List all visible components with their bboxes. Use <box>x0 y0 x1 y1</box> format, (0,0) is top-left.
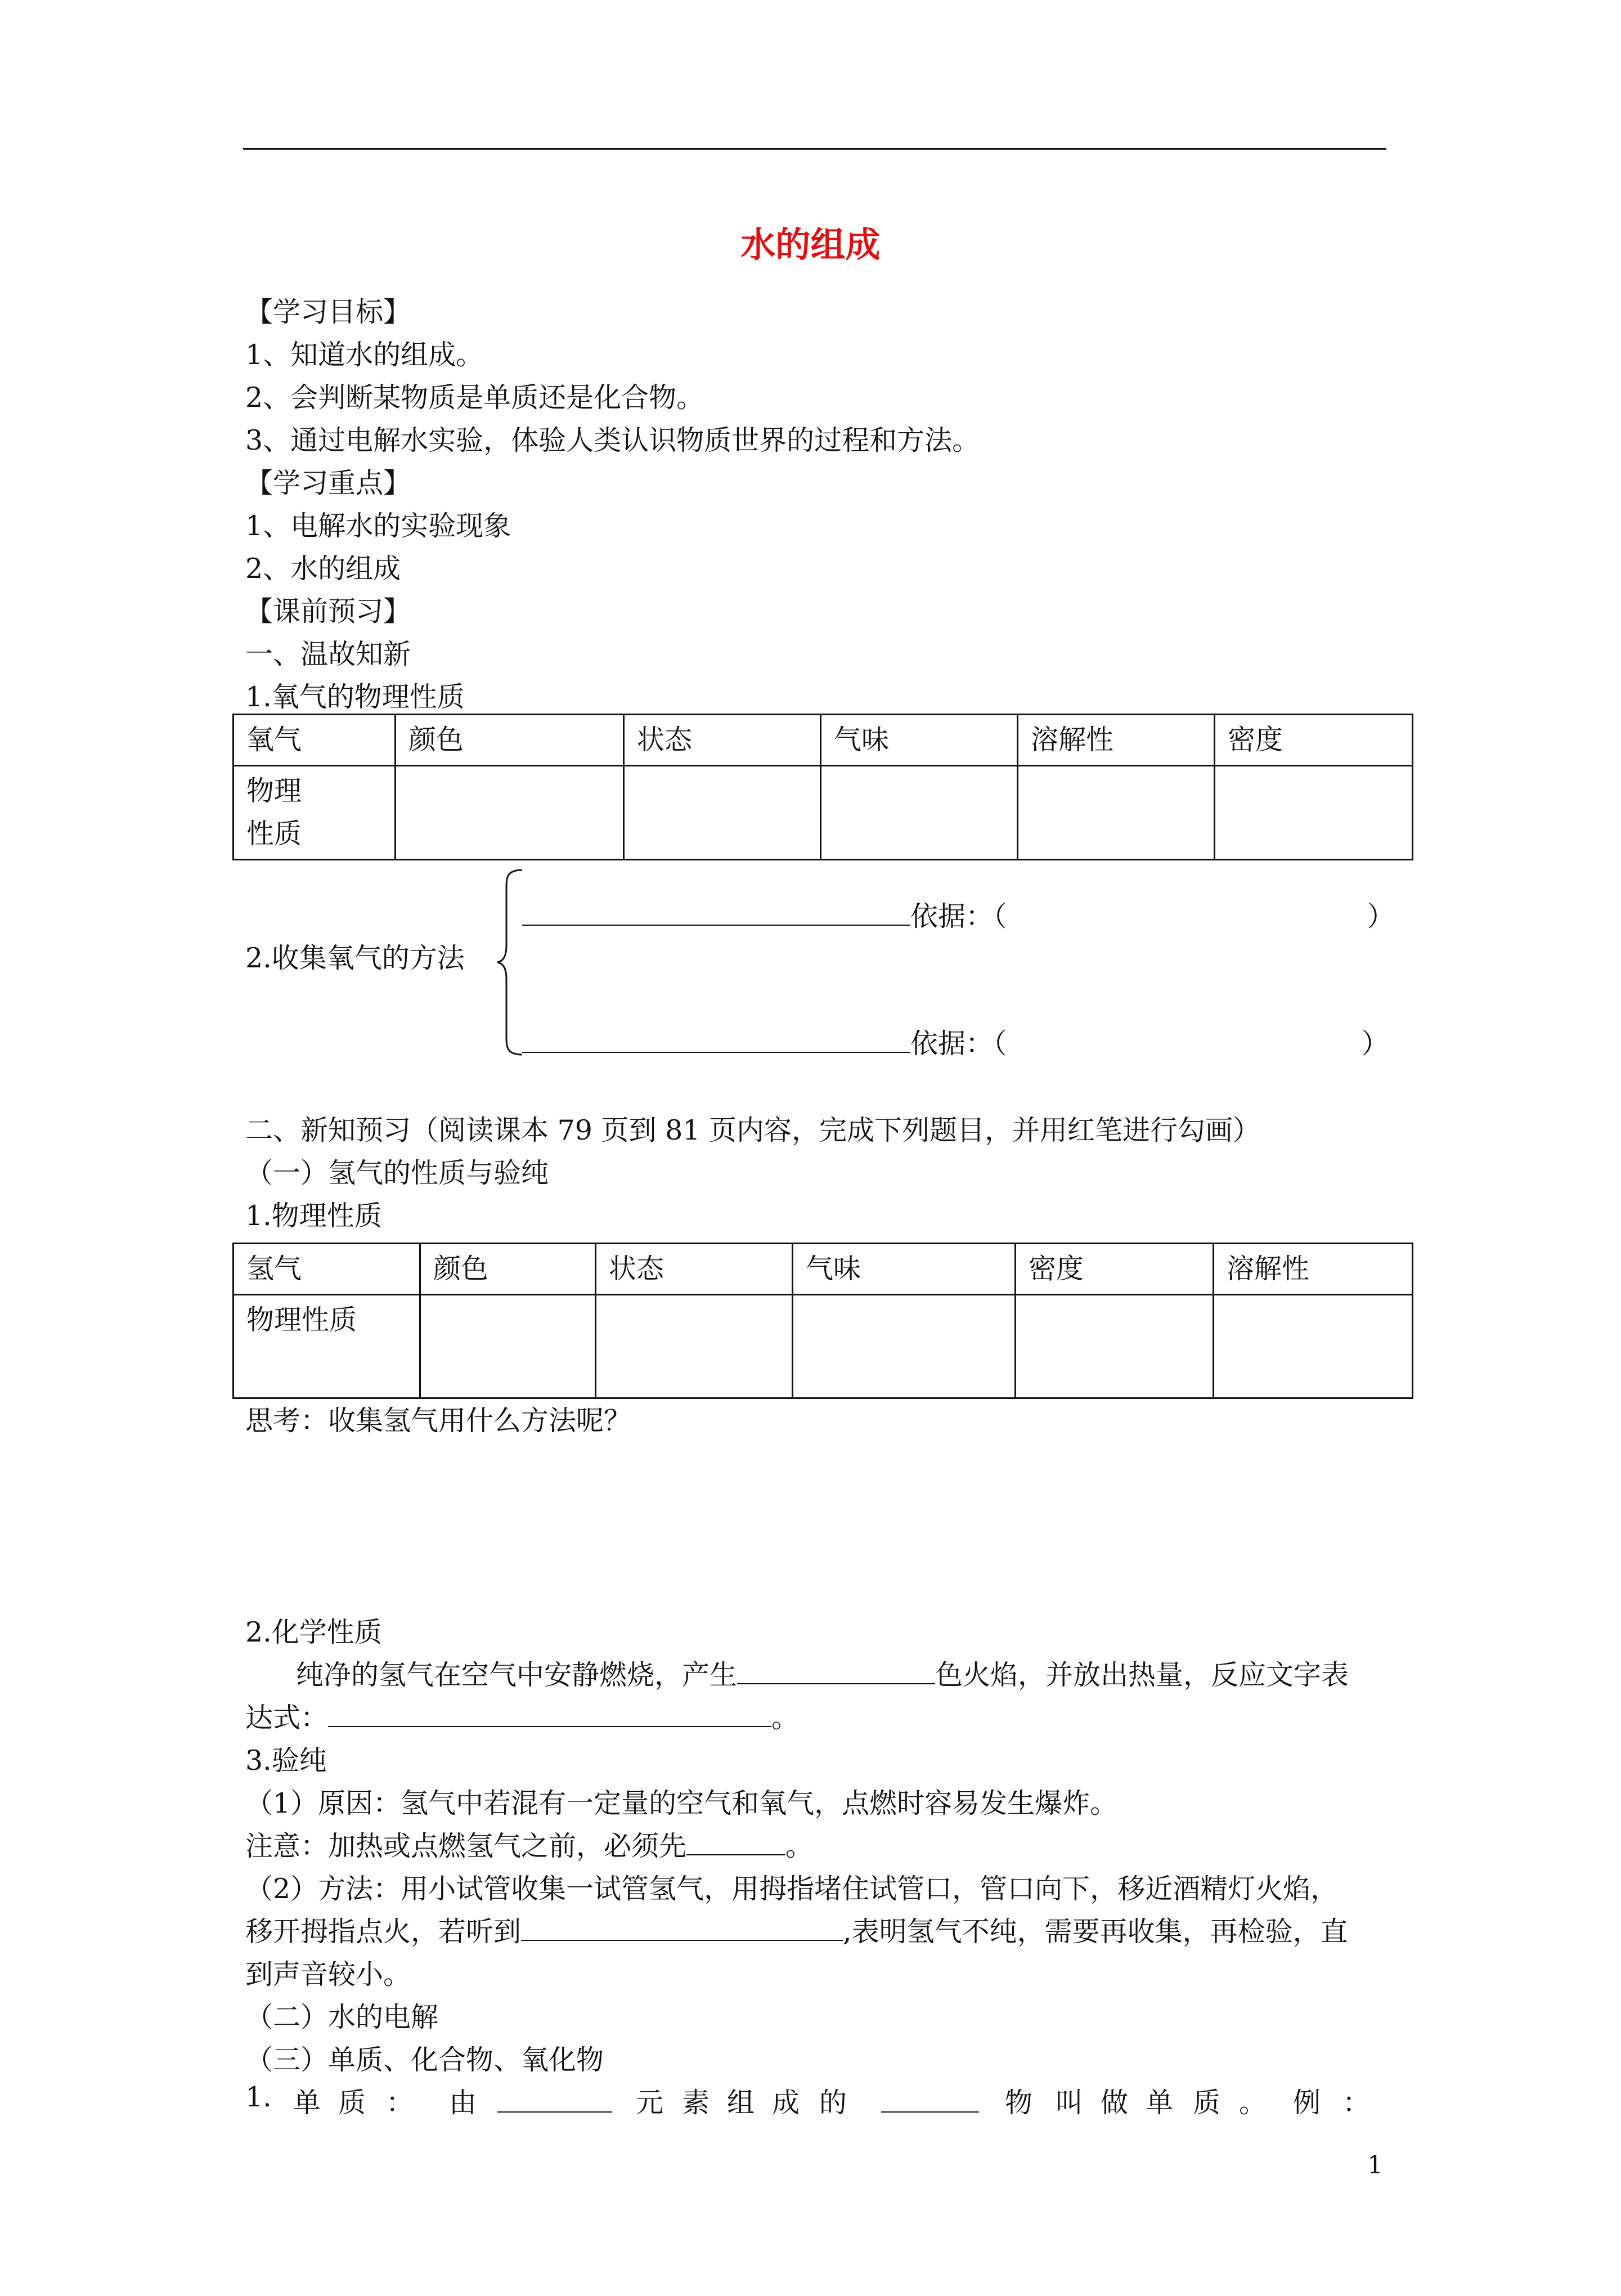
answer-blank[interactable] <box>497 2084 612 2113</box>
purity-reason: （1）原因：氢气中若混有一定量的空气和氧气，点燃时容易发生爆炸。 <box>245 1787 1118 1819</box>
answer-blank[interactable] <box>328 1699 771 1727</box>
answer-cell[interactable] <box>1215 766 1413 860</box>
table-header-cell: 颜色 <box>420 1244 596 1295</box>
oxygen-properties-title: 1.氧气的物理性质 <box>245 681 465 713</box>
header-rule <box>243 148 1386 150</box>
collect-method-row-2: 依据：（ ） <box>522 1022 1389 1061</box>
method-line-3: 到声音较小。 <box>245 1958 411 1990</box>
answer-cell[interactable] <box>420 1295 596 1398</box>
table-row-label: 物理性质 <box>234 1295 420 1398</box>
focus-item-1: 1、电解水的实验现象 <box>245 510 511 542</box>
collect-method-row-1: 依据：（ ） <box>522 895 1395 934</box>
method-line-1: （2）方法：用小试管收集一试管氢气，用拇指堵住试管口，管口向下，移近酒精灯火焰， <box>245 1873 1339 1905</box>
table-row-label: 物理 性质 <box>234 766 396 860</box>
purity-title: 3.验纯 <box>245 1745 327 1777</box>
table-header-cell: 氧气 <box>234 715 396 766</box>
answer-cell[interactable] <box>793 1295 1016 1398</box>
answer-cell[interactable] <box>1016 1295 1214 1398</box>
answer-blank[interactable] <box>686 1827 785 1855</box>
chem-line-1: 纯净的氢气在空气中安静燃烧，产生 色火焰，并放出热量，反应文字表 <box>296 1653 1349 1693</box>
focus-heading: 【学习重点】 <box>245 467 411 499</box>
table-header-cell: 气味 <box>821 715 1018 766</box>
answer-blank[interactable] <box>521 1913 843 1941</box>
answer-blank[interactable] <box>737 1656 935 1684</box>
table-header-cell: 状态 <box>596 1244 793 1295</box>
basis-label: 依据：（ <box>910 1028 1007 1060</box>
answer-blank[interactable] <box>522 1025 910 1053</box>
answer-blank[interactable] <box>881 2084 979 2113</box>
table-header-cell: 颜色 <box>396 715 624 766</box>
hydrogen-subtitle: （一）氢气的性质与验纯 <box>245 1157 549 1189</box>
table-header-cell: 氢气 <box>234 1244 420 1295</box>
oxygen-properties-table <box>232 714 1413 860</box>
basis-label: 依据：（ <box>910 900 1007 932</box>
section-review: 一、温故知新 <box>245 638 411 670</box>
method-line-2: 移开拇指点火，若听到 ,表明氢气不纯，需要再收集，再检验，直 <box>245 1910 1348 1949</box>
table-header-cell: 溶解性 <box>1214 1244 1413 1295</box>
answer-cell[interactable] <box>624 766 821 860</box>
chemical-properties-title: 2.化学性质 <box>245 1616 382 1648</box>
electrolysis-subtitle: （二）水的电解 <box>245 2001 439 2033</box>
table-header-cell: 密度 <box>1016 1244 1214 1295</box>
table-header-cell: 密度 <box>1215 715 1413 766</box>
table-header-cell: 状态 <box>624 715 821 766</box>
answer-cell[interactable] <box>821 766 1018 860</box>
answer-blank[interactable] <box>522 898 910 926</box>
table-header-cell: 溶解性 <box>1018 715 1215 766</box>
answer-cell[interactable] <box>596 1295 793 1398</box>
preview-heading: 【课前预习】 <box>245 595 411 627</box>
table-header-cell: 气味 <box>793 1244 1016 1295</box>
element-compound-subtitle: （三）单质、化合物、氧化物 <box>245 2044 604 2076</box>
think-question: 思考：收集氢气用什么方法呢？ <box>245 1405 632 1437</box>
answer-cell[interactable] <box>396 766 624 860</box>
section-new-knowledge: 二、新知预习（阅读课本 79 页到 81 页内容，完成下列题目，并用红笔进行勾画） <box>245 1114 1261 1146</box>
goals-heading: 【学习目标】 <box>245 296 411 328</box>
page-number: 1 <box>1367 2151 1383 2180</box>
focus-item-2: 2、水的组成 <box>245 553 401 585</box>
chem-line-2: 达式： 。 <box>245 1696 799 1736</box>
goal-item-1: 1、知道水的组成。 <box>245 339 484 371</box>
hydrogen-properties-table <box>232 1243 1413 1399</box>
page-title: 水的组成 <box>740 224 881 265</box>
physical-properties-title: 1.物理性质 <box>245 1200 382 1232</box>
goal-item-3: 3、通过电解水实验，体验人类认识物质世界的过程和方法。 <box>245 424 980 456</box>
answer-cell[interactable] <box>1214 1295 1413 1398</box>
purity-note: 注意：加热或点燃氢气之前，必须先 。 <box>245 1824 813 1864</box>
goal-item-2: 2、会判断某物质是单质还是化合物。 <box>245 382 704 414</box>
collect-oxygen-label: 2.收集氧气的方法 <box>245 942 465 974</box>
answer-cell[interactable] <box>1018 766 1215 860</box>
